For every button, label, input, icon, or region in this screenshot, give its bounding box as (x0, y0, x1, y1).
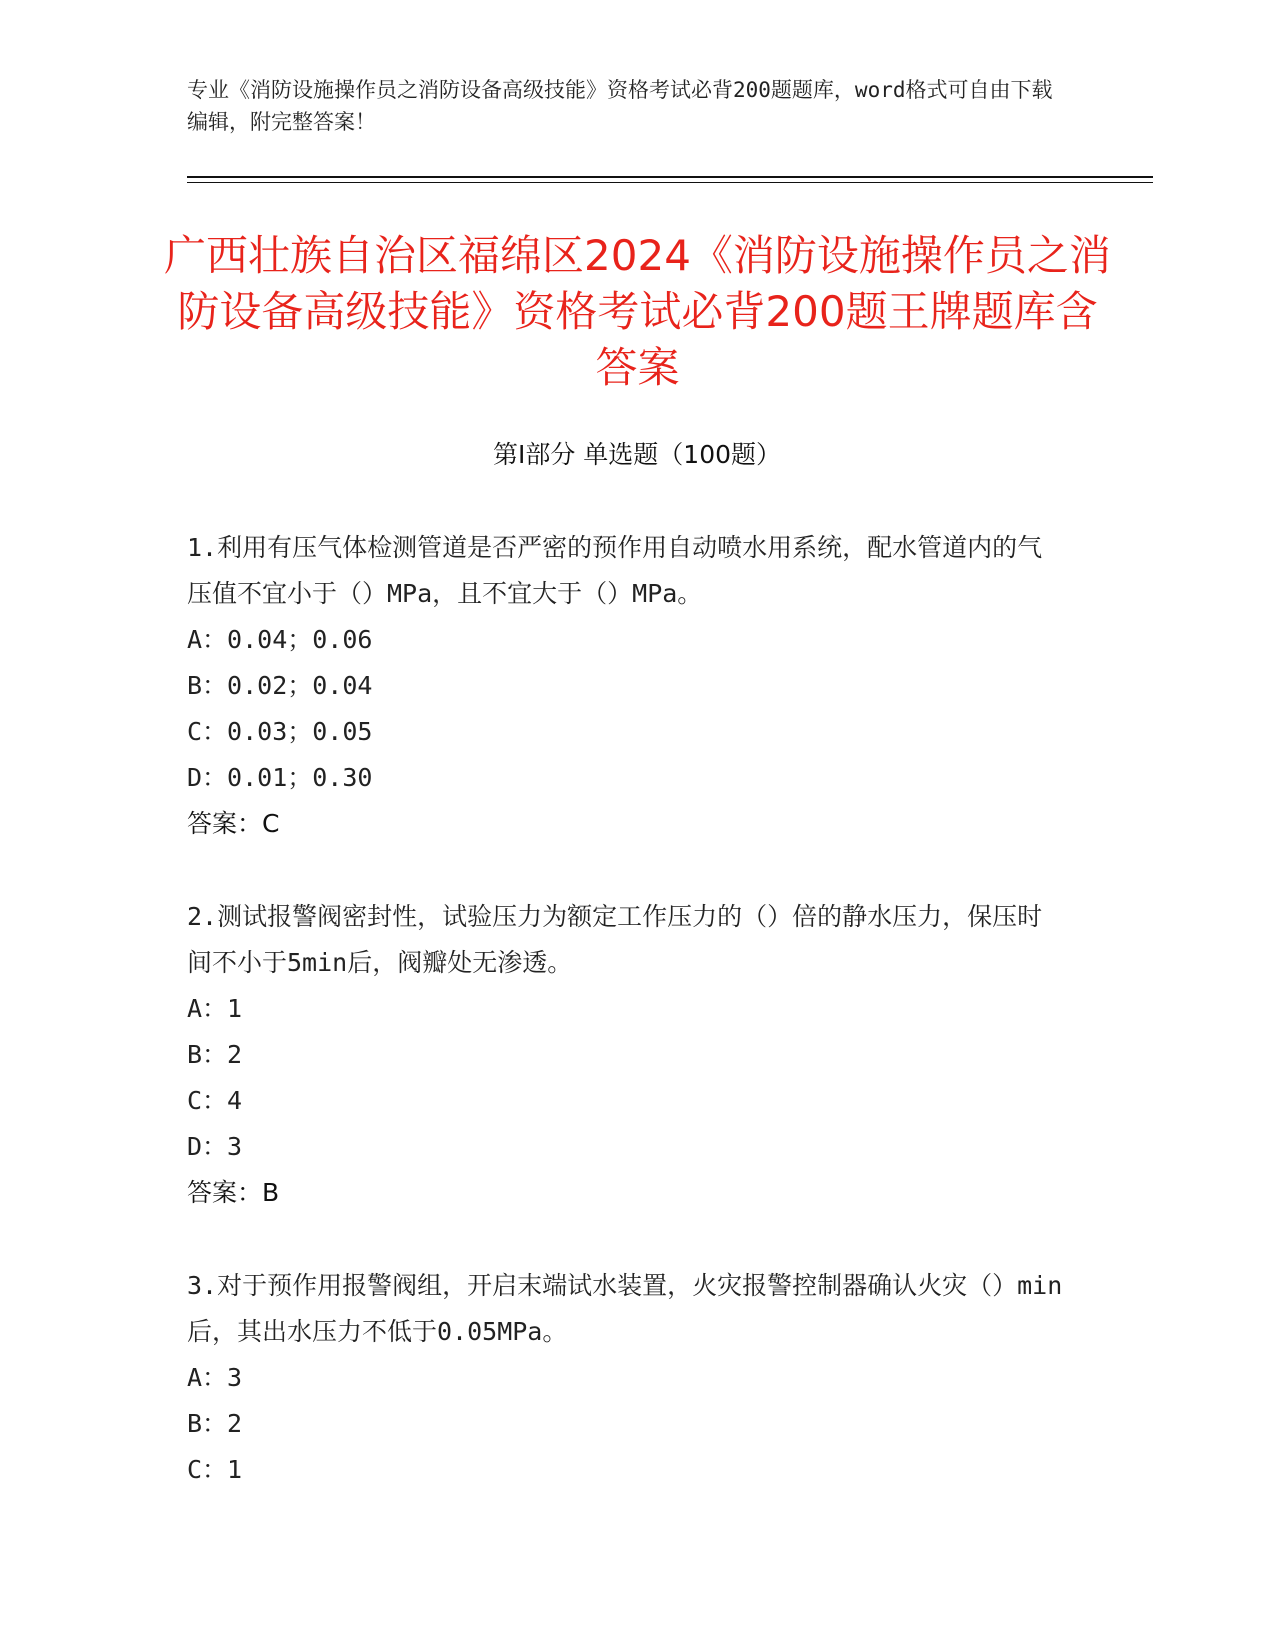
question-stem: 3.对于预作用报警阀组，开启末端试水装置，火灾报警控制器确认火灾（）min后，其出水压力不低于0.05MPa。 (187, 1271, 1063, 1346)
option-a: A：0.04；0.06 (187, 625, 373, 654)
option-b: B：2 (187, 1040, 243, 1069)
document-title: 广西壮族自治区福绵区2024《消防设施操作员之消防设备高级技能》资格考试必背200题王牌题库含答案 (164, 231, 1111, 392)
section-heading: 第I部分 单选题（100题） (492, 440, 782, 469)
option-b: B：0.02；0.04 (187, 671, 373, 700)
question-1 (187, 525, 1067, 847)
answer: 答案：B (187, 1178, 280, 1207)
option-d: D：0.01；0.30 (187, 763, 373, 792)
header-divider-thin (187, 182, 1153, 183)
question-stem: 2.测试报警阀密封性，试验压力为额定工作压力的（）倍的静水压力，保压时间不小于5min后，阀瓣处无渗透。 (187, 902, 1043, 977)
option-c: C：0.03；0.05 (187, 717, 373, 746)
option-b: B：2 (187, 1409, 243, 1438)
option-c: C：1 (187, 1455, 243, 1484)
option-c: C：4 (187, 1086, 243, 1115)
header-divider (187, 176, 1153, 178)
option-d: D：3 (187, 1132, 243, 1161)
header-note: 专业《消防设施操作员之消防设备高级技能》资格考试必背200题题库，word格式可自由下载编辑，附完整答案！ (187, 78, 1053, 134)
question-3 (187, 1263, 1067, 1493)
option-a: A：1 (187, 994, 243, 1023)
question-2 (187, 894, 1067, 1216)
question-stem: 1.利用有压气体检测管道是否严密的预作用自动喷水用系统，配水管道内的气压值不宜小于（）MPa，且不宜大于（）MPa。 (187, 533, 1043, 608)
question-list (187, 525, 1067, 1540)
option-a: A：3 (187, 1363, 243, 1392)
answer: 答案：C (187, 809, 280, 838)
